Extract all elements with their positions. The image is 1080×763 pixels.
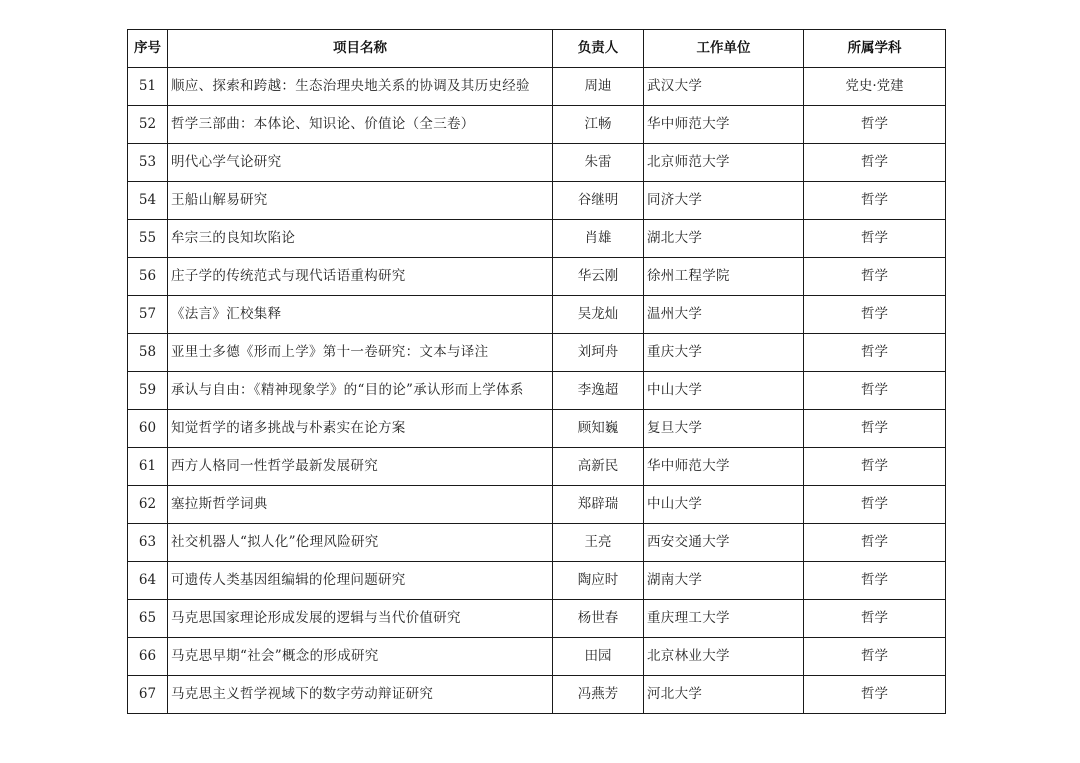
project-name: 《法言》汇校集释 (168, 296, 553, 334)
project-leader: 王亮 (553, 524, 644, 562)
row-number: 67 (128, 676, 168, 714)
work-unit: 复旦大学 (644, 410, 804, 448)
project-leader: 江畅 (553, 106, 644, 144)
table-row (128, 258, 946, 296)
project-leader: 冯燕芳 (553, 676, 644, 714)
table-row (128, 372, 946, 410)
project-leader: 华云刚 (553, 258, 644, 296)
project-name: 社交机器人“拟人化”伦理风险研究 (168, 524, 553, 562)
row-number: 60 (128, 410, 168, 448)
table-row (128, 68, 946, 106)
subject: 哲学 (804, 524, 946, 562)
subject: 哲学 (804, 296, 946, 334)
work-unit: 徐州工程学院 (644, 258, 804, 296)
header-work-unit: 工作单位 (644, 30, 804, 68)
table-header-row (128, 30, 946, 68)
row-number: 65 (128, 600, 168, 638)
project-name: 顺应、探索和跨越：生态治理央地关系的协调及其历史经验 (168, 68, 553, 106)
subject: 哲学 (804, 220, 946, 258)
table-row (128, 676, 946, 714)
row-number: 52 (128, 106, 168, 144)
work-unit: 武汉大学 (644, 68, 804, 106)
header-project-name: 项目名称 (168, 30, 553, 68)
project-name: 马克思国家理论形成发展的逻辑与当代价值研究 (168, 600, 553, 638)
project-leader: 陶应时 (553, 562, 644, 600)
row-number: 55 (128, 220, 168, 258)
row-number: 54 (128, 182, 168, 220)
work-unit: 湖北大学 (644, 220, 804, 258)
row-number: 59 (128, 372, 168, 410)
work-unit: 湖南大学 (644, 562, 804, 600)
project-name: 马克思早期“社会”概念的形成研究 (168, 638, 553, 676)
table-row (128, 524, 946, 562)
subject: 哲学 (804, 258, 946, 296)
subject: 哲学 (804, 334, 946, 372)
project-name: 可遗传人类基因组编辑的伦理问题研究 (168, 562, 553, 600)
row-number: 53 (128, 144, 168, 182)
table-row (128, 182, 946, 220)
project-name: 承认与自由：《精神现象学》的“目的论”承认形而上学体系 (168, 372, 553, 410)
row-number: 62 (128, 486, 168, 524)
work-unit: 北京师范大学 (644, 144, 804, 182)
work-unit: 华中师范大学 (644, 106, 804, 144)
table-row (128, 562, 946, 600)
row-number: 51 (128, 68, 168, 106)
row-number: 66 (128, 638, 168, 676)
subject: 哲学 (804, 448, 946, 486)
project-name: 马克思主义哲学视域下的数字劳动辩证研究 (168, 676, 553, 714)
work-unit: 中山大学 (644, 372, 804, 410)
project-leader: 朱雷 (553, 144, 644, 182)
subject: 哲学 (804, 144, 946, 182)
project-leader: 谷继明 (553, 182, 644, 220)
subject: 哲学 (804, 562, 946, 600)
project-name: 知觉哲学的诸多挑战与朴素实在论方案 (168, 410, 553, 448)
table-row (128, 448, 946, 486)
work-unit: 西安交通大学 (644, 524, 804, 562)
row-number: 58 (128, 334, 168, 372)
subject: 党史·党建 (804, 68, 946, 106)
table-row (128, 600, 946, 638)
table-row (128, 410, 946, 448)
table-row (128, 220, 946, 258)
project-leader: 李逸超 (553, 372, 644, 410)
project-name: 王船山解易研究 (168, 182, 553, 220)
project-leader: 郑辟瑞 (553, 486, 644, 524)
project-leader: 高新民 (553, 448, 644, 486)
table-row (128, 486, 946, 524)
project-name: 塞拉斯哲学词典 (168, 486, 553, 524)
row-number: 64 (128, 562, 168, 600)
table-row (128, 144, 946, 182)
subject: 哲学 (804, 676, 946, 714)
project-leader: 杨世春 (553, 600, 644, 638)
work-unit: 华中师范大学 (644, 448, 804, 486)
subject: 哲学 (804, 638, 946, 676)
row-number: 56 (128, 258, 168, 296)
table-row (128, 638, 946, 676)
subject: 哲学 (804, 182, 946, 220)
row-number: 57 (128, 296, 168, 334)
project-table (127, 29, 946, 714)
subject: 哲学 (804, 410, 946, 448)
table-row (128, 296, 946, 334)
subject: 哲学 (804, 372, 946, 410)
project-leader: 肖雄 (553, 220, 644, 258)
project-name: 哲学三部曲：本体论、知识论、价值论（全三卷） (168, 106, 553, 144)
project-name: 牟宗三的良知坎陷论 (168, 220, 553, 258)
work-unit: 温州大学 (644, 296, 804, 334)
work-unit: 北京林业大学 (644, 638, 804, 676)
project-name: 亚里士多德《形而上学》第十一卷研究：文本与译注 (168, 334, 553, 372)
table-row (128, 334, 946, 372)
table-row (128, 106, 946, 144)
work-unit: 重庆理工大学 (644, 600, 804, 638)
project-name: 西方人格同一性哲学最新发展研究 (168, 448, 553, 486)
work-unit: 同济大学 (644, 182, 804, 220)
row-number: 63 (128, 524, 168, 562)
subject: 哲学 (804, 600, 946, 638)
work-unit: 重庆大学 (644, 334, 804, 372)
project-name: 明代心学气论研究 (168, 144, 553, 182)
work-unit: 河北大学 (644, 676, 804, 714)
header-leader: 负责人 (553, 30, 644, 68)
subject: 哲学 (804, 106, 946, 144)
project-leader: 田园 (553, 638, 644, 676)
header-serial-number: 序号 (128, 30, 168, 68)
subject: 哲学 (804, 486, 946, 524)
project-leader: 顾知巍 (553, 410, 644, 448)
project-table-container (127, 29, 945, 714)
project-leader: 刘珂舟 (553, 334, 644, 372)
project-leader: 周迪 (553, 68, 644, 106)
work-unit: 中山大学 (644, 486, 804, 524)
header-subject: 所属学科 (804, 30, 946, 68)
project-name: 庄子学的传统范式与现代话语重构研究 (168, 258, 553, 296)
project-leader: 吴龙灿 (553, 296, 644, 334)
row-number: 61 (128, 448, 168, 486)
